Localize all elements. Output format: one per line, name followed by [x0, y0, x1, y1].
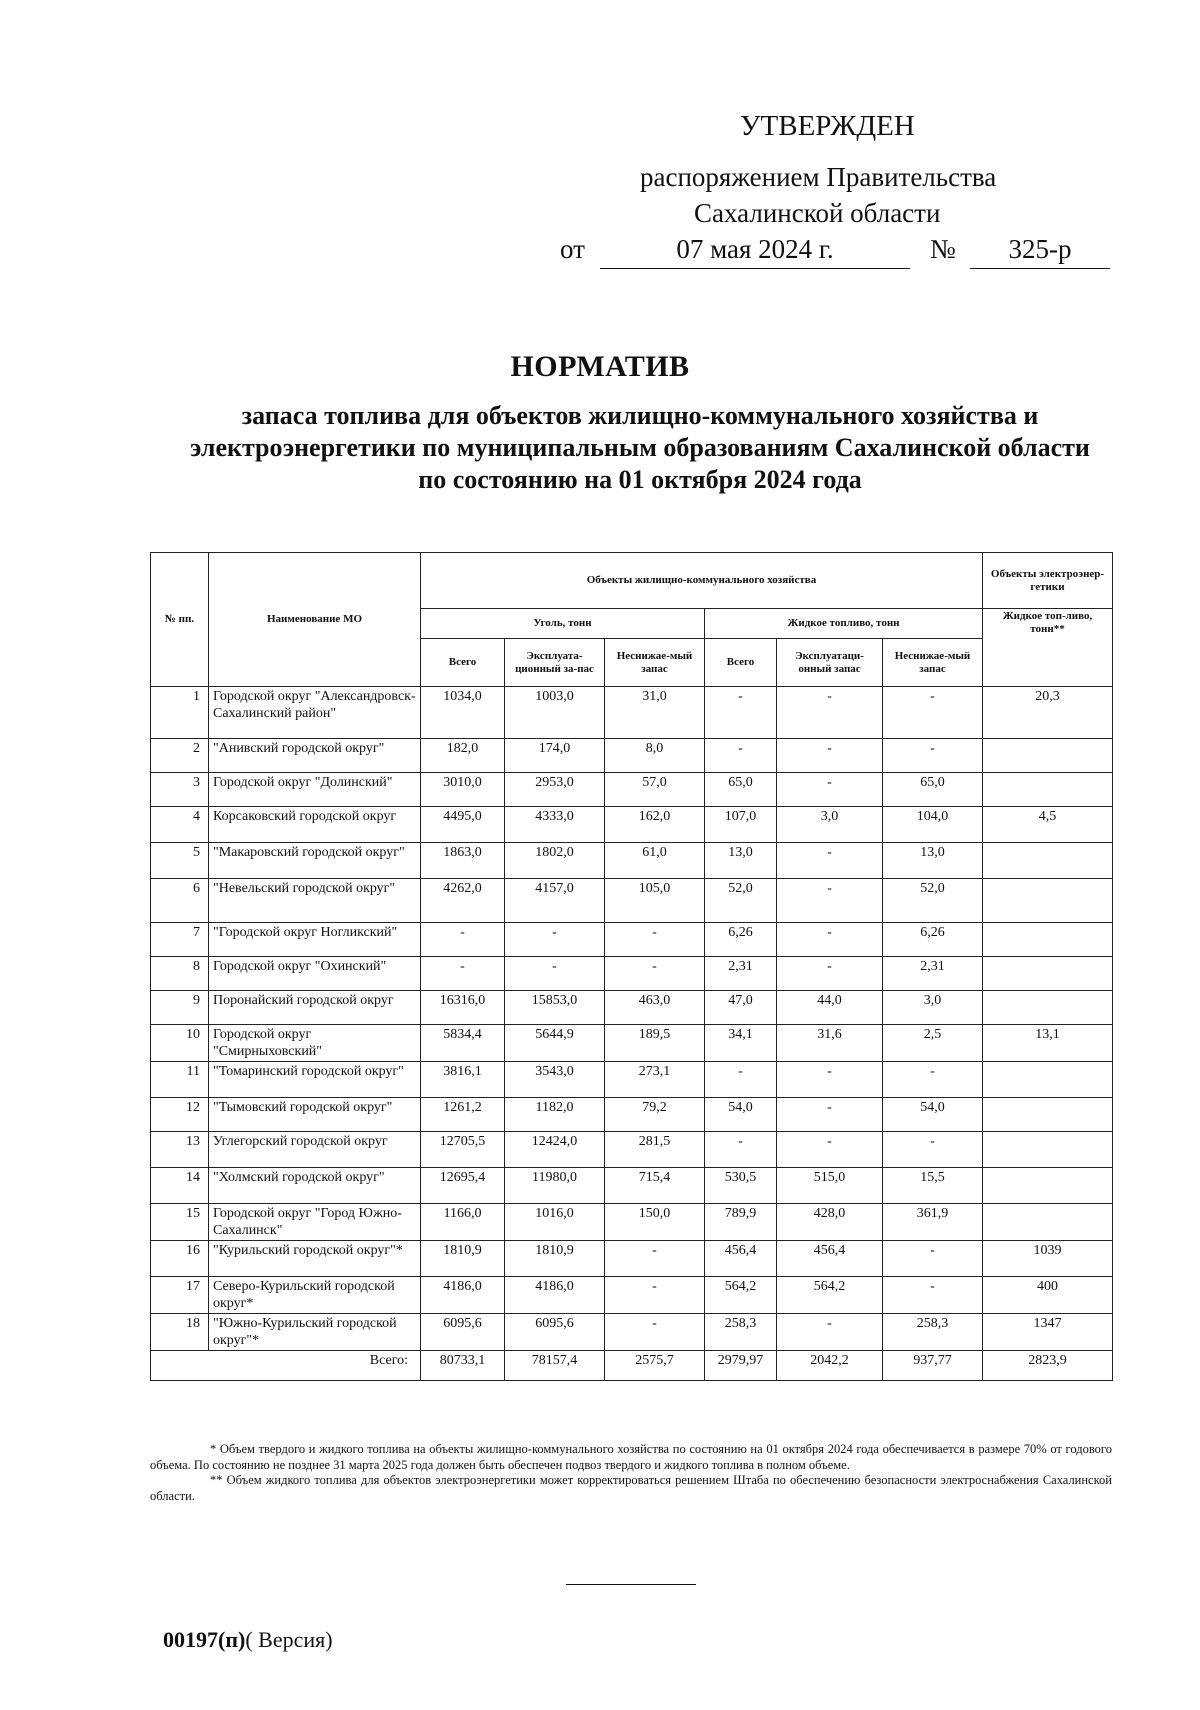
table-row — [151, 773, 1113, 807]
row-number: 9 — [151, 991, 209, 1025]
row-number: 3 — [151, 773, 209, 807]
header-liquid-reserve: Неснижае-мый запас — [883, 639, 983, 687]
row-value-l1: 456,4 — [705, 1241, 777, 1277]
row-value-c1: 1166,0 — [421, 1204, 505, 1241]
row-value-c3: 150,0 — [605, 1204, 705, 1241]
row-municipality-name: Городской округ "Город Южно-Сахалинск" — [209, 1204, 421, 1241]
row-value-l1: - — [705, 1132, 777, 1168]
table-row — [151, 1241, 1113, 1277]
row-number: 14 — [151, 1168, 209, 1204]
row-value-c1: 5834,4 — [421, 1025, 505, 1062]
header-liquid: Жидкое топливо, тонн — [705, 609, 983, 639]
table-row — [151, 923, 1113, 957]
row-value-l2: - — [777, 843, 883, 879]
total-label: Всего: — [151, 1351, 421, 1381]
row-value-c1: 12705,5 — [421, 1132, 505, 1168]
approval-number-label: № — [930, 234, 956, 264]
row-value-c1: 1261,2 — [421, 1098, 505, 1132]
row-municipality-name: "Томаринский городской округ" — [209, 1062, 421, 1098]
header-coal-total: Всего — [421, 639, 505, 687]
table-row — [151, 1277, 1113, 1314]
row-municipality-name: "Анивский городской округ" — [209, 739, 421, 773]
row-value-l3: 3,0 — [883, 991, 983, 1025]
row-number: 2 — [151, 739, 209, 773]
row-value-l3: 2,5 — [883, 1025, 983, 1062]
row-value-e — [983, 879, 1113, 923]
row-municipality-name: "Южно-Курильский городской округ"* — [209, 1314, 421, 1351]
row-value-l3: 13,0 — [883, 843, 983, 879]
header-energy-liquid: Жидкое топ-ливо, тонн** — [983, 609, 1113, 687]
row-value-c3: - — [605, 1277, 705, 1314]
row-value-e — [983, 923, 1113, 957]
approval-title: УТВЕРЖДЕН — [740, 110, 915, 142]
row-value-l2: 515,0 — [777, 1168, 883, 1204]
total-value-c2: 78157,4 — [505, 1351, 605, 1381]
row-value-l3: 54,0 — [883, 1098, 983, 1132]
row-value-c2: 4333,0 — [505, 807, 605, 843]
row-value-c1: 182,0 — [421, 739, 505, 773]
total-value-l1: 2979,97 — [705, 1351, 777, 1381]
row-value-l2: 3,0 — [777, 807, 883, 843]
header-energy: Объекты электроэнер-гетики — [983, 553, 1113, 609]
row-value-e — [983, 1168, 1113, 1204]
row-number: 17 — [151, 1277, 209, 1314]
table-body — [151, 687, 1113, 1381]
row-value-l2: 428,0 — [777, 1204, 883, 1241]
row-value-l1: 65,0 — [705, 773, 777, 807]
row-value-l2: - — [777, 687, 883, 739]
table-row — [151, 1025, 1113, 1062]
table-row — [151, 1132, 1113, 1168]
header-coal: Уголь, тонн — [421, 609, 705, 639]
row-value-c3: 189,5 — [605, 1025, 705, 1062]
row-value-e — [983, 739, 1113, 773]
row-value-c1: 3816,1 — [421, 1062, 505, 1098]
header-liquid-operational: Эксплуатаци-онный запас — [777, 639, 883, 687]
row-value-c2: 1016,0 — [505, 1204, 605, 1241]
document-title: НОРМАТИВ — [510, 350, 690, 383]
approval-line-1: распоряжением Правительства — [640, 162, 997, 192]
row-value-e: 400 — [983, 1277, 1113, 1314]
footnote-1: * Объем твердого и жидкого топлива на объекты жилищно-коммунального хозяйства по состоянию на 01 октября 2024 года обеспечивается в размере 70% от годового объема. По состоянию не позднее 31 марта 2025 года должен быть обеспечен подвоз твердого и жидкого топлива в полном объеме. — [150, 1442, 1112, 1472]
row-value-c2: 174,0 — [505, 739, 605, 773]
row-value-e: 13,1 — [983, 1025, 1113, 1062]
row-value-c1: 6095,6 — [421, 1314, 505, 1351]
row-municipality-name: Городской округ "Охинский" — [209, 957, 421, 991]
row-value-l1: 2,31 — [705, 957, 777, 991]
footnote-2: ** Объем жидкого топлива для объектов электроэнергетики может корректироваться решением Штаба по обеспечению безопасности электроснабжения Сахалинской области. — [150, 1473, 1112, 1503]
row-municipality-name: "Макаровский городской округ" — [209, 843, 421, 879]
row-value-c1: 1810,9 — [421, 1241, 505, 1277]
row-value-c2: 6095,6 — [505, 1314, 605, 1351]
row-municipality-name: "Холмский городской округ" — [209, 1168, 421, 1204]
row-value-c2: 1003,0 — [505, 687, 605, 739]
row-value-l2: - — [777, 879, 883, 923]
row-value-e — [983, 991, 1113, 1025]
row-municipality-name: Углегорский городской округ — [209, 1132, 421, 1168]
row-value-l2: 44,0 — [777, 991, 883, 1025]
table-row — [151, 687, 1113, 739]
row-value-l3: 2,31 — [883, 957, 983, 991]
row-municipality-name: Поронайский городской округ — [209, 991, 421, 1025]
approval-line-2: Сахалинской области — [694, 198, 941, 228]
row-value-l1: 54,0 — [705, 1098, 777, 1132]
table-row — [151, 843, 1113, 879]
fuel-norm-table — [150, 552, 1113, 1381]
header-zkh: Объекты жилищно-коммунального хозяйства — [421, 553, 983, 609]
row-value-l2: - — [777, 1062, 883, 1098]
row-value-c1: 16316,0 — [421, 991, 505, 1025]
row-value-e — [983, 1098, 1113, 1132]
row-municipality-name: Городской округ "Александровск-Сахалинский район" — [209, 687, 421, 739]
row-value-c3: 463,0 — [605, 991, 705, 1025]
row-value-c3: 31,0 — [605, 687, 705, 739]
row-municipality-name: Корсаковский городской округ — [209, 807, 421, 843]
row-number: 5 — [151, 843, 209, 879]
row-value-c3: - — [605, 957, 705, 991]
row-number: 18 — [151, 1314, 209, 1351]
table-row — [151, 1098, 1113, 1132]
row-value-c3: 273,1 — [605, 1062, 705, 1098]
row-value-l3: 52,0 — [883, 879, 983, 923]
approval-date: 07 мая 2024 г. — [600, 234, 910, 269]
row-number: 6 — [151, 879, 209, 923]
row-municipality-name: "Городской округ Ногликский" — [209, 923, 421, 957]
row-value-c2: - — [505, 923, 605, 957]
row-value-c3: 105,0 — [605, 879, 705, 923]
total-value-l3: 937,77 — [883, 1351, 983, 1381]
row-value-c2: - — [505, 957, 605, 991]
header-coal-operational: Эксплуата-ционный за-пас — [505, 639, 605, 687]
row-value-c1: 1034,0 — [421, 687, 505, 739]
row-municipality-name: "Невельский городской округ" — [209, 879, 421, 923]
table-row — [151, 991, 1113, 1025]
row-number: 7 — [151, 923, 209, 957]
row-value-l2: - — [777, 1098, 883, 1132]
header-liquid-total: Всего — [705, 639, 777, 687]
row-value-c2: 4157,0 — [505, 879, 605, 923]
row-value-l3: - — [883, 1132, 983, 1168]
row-value-l1: - — [705, 1062, 777, 1098]
row-number: 11 — [151, 1062, 209, 1098]
row-value-e — [983, 843, 1113, 879]
header-num: № пп. — [151, 553, 209, 687]
row-value-l3: - — [883, 687, 983, 739]
row-value-c3: 715,4 — [605, 1168, 705, 1204]
row-municipality-name: Городской округ "Смирныховский" — [209, 1025, 421, 1062]
row-number: 8 — [151, 957, 209, 991]
table-row — [151, 739, 1113, 773]
row-number: 10 — [151, 1025, 209, 1062]
row-value-e — [983, 773, 1113, 807]
row-value-l3: 258,3 — [883, 1314, 983, 1351]
row-value-c2: 12424,0 — [505, 1132, 605, 1168]
row-value-l2: 564,2 — [777, 1277, 883, 1314]
table-row — [151, 957, 1113, 991]
row-value-l1: 6,26 — [705, 923, 777, 957]
total-value-l2: 2042,2 — [777, 1351, 883, 1381]
row-value-l2: - — [777, 957, 883, 991]
row-value-c3: 8,0 — [605, 739, 705, 773]
row-value-c3: - — [605, 1241, 705, 1277]
row-value-e — [983, 1132, 1113, 1168]
row-value-c1: 1863,0 — [421, 843, 505, 879]
row-value-l2: - — [777, 739, 883, 773]
row-value-c2: 1810,9 — [505, 1241, 605, 1277]
approval-number: 325-р — [970, 234, 1110, 269]
row-value-c1: 4495,0 — [421, 807, 505, 843]
version-text: ( Версия) — [245, 1627, 333, 1652]
total-value-c3: 2575,7 — [605, 1351, 705, 1381]
row-value-l3: 65,0 — [883, 773, 983, 807]
row-value-l1: 564,2 — [705, 1277, 777, 1314]
row-value-e — [983, 1062, 1113, 1098]
row-value-l1: - — [705, 687, 777, 739]
row-value-e — [983, 957, 1113, 991]
row-value-l1: - — [705, 739, 777, 773]
row-value-e: 1039 — [983, 1241, 1113, 1277]
row-value-c3: 61,0 — [605, 843, 705, 879]
row-value-c2: 1182,0 — [505, 1098, 605, 1132]
row-value-c1: 4186,0 — [421, 1277, 505, 1314]
row-value-c2: 15853,0 — [505, 991, 605, 1025]
approval-from-label: от — [560, 234, 585, 264]
footnotes — [150, 1442, 1112, 1504]
row-value-c1: - — [421, 957, 505, 991]
row-number: 12 — [151, 1098, 209, 1132]
row-municipality-name: Городской округ "Долинский" — [209, 773, 421, 807]
row-value-l3: 361,9 — [883, 1204, 983, 1241]
row-value-l3: - — [883, 739, 983, 773]
row-value-l3: - — [883, 1062, 983, 1098]
row-value-l1: 47,0 — [705, 991, 777, 1025]
row-value-c2: 3543,0 — [505, 1062, 605, 1098]
table-row — [151, 879, 1113, 923]
row-value-l1: 258,3 — [705, 1314, 777, 1351]
row-value-c3: - — [605, 923, 705, 957]
row-value-e: 1347 — [983, 1314, 1113, 1351]
row-value-l3: 15,5 — [883, 1168, 983, 1204]
row-municipality-name: "Курильский городской округ"* — [209, 1241, 421, 1277]
row-value-e: 4,5 — [983, 807, 1113, 843]
row-value-c1: 3010,0 — [421, 773, 505, 807]
row-value-l1: 530,5 — [705, 1168, 777, 1204]
row-value-c3: - — [605, 1314, 705, 1351]
row-value-l2: 31,6 — [777, 1025, 883, 1062]
row-value-l3: - — [883, 1241, 983, 1277]
row-value-c2: 4186,0 — [505, 1277, 605, 1314]
row-value-l3: 104,0 — [883, 807, 983, 843]
row-value-e: 20,3 — [983, 687, 1113, 739]
total-value-e: 2823,9 — [983, 1351, 1113, 1381]
row-value-l3: 6,26 — [883, 923, 983, 957]
row-value-c2: 11980,0 — [505, 1168, 605, 1204]
row-value-c1: - — [421, 923, 505, 957]
row-value-c2: 1802,0 — [505, 843, 605, 879]
end-divider — [566, 1584, 696, 1585]
row-municipality-name: Северо-Курильский городской округ* — [209, 1277, 421, 1314]
row-value-l2: - — [777, 1132, 883, 1168]
row-value-l3: - — [883, 1277, 983, 1314]
table-row — [151, 1204, 1113, 1241]
row-value-c2: 5644,9 — [505, 1025, 605, 1062]
row-value-l1: 13,0 — [705, 843, 777, 879]
row-value-l1: 34,1 — [705, 1025, 777, 1062]
table-row — [151, 1168, 1113, 1204]
row-number: 16 — [151, 1241, 209, 1277]
row-value-c3: 79,2 — [605, 1098, 705, 1132]
row-value-l1: 789,9 — [705, 1204, 777, 1241]
row-municipality-name: "Тымовский городской округ" — [209, 1098, 421, 1132]
row-number: 4 — [151, 807, 209, 843]
table-row — [151, 807, 1113, 843]
row-value-l2: - — [777, 1314, 883, 1351]
total-row — [151, 1351, 1113, 1381]
total-value-c1: 80733,1 — [421, 1351, 505, 1381]
version-code: 00197(п) — [163, 1627, 246, 1652]
row-value-c3: 57,0 — [605, 773, 705, 807]
row-number: 15 — [151, 1204, 209, 1241]
row-value-c1: 4262,0 — [421, 879, 505, 923]
table-row — [151, 1062, 1113, 1098]
version-label — [163, 1627, 333, 1653]
document-subtitle: запаса топлива для объектов жилищно-коммунального хозяйства и электроэнергетики по муниципальным образованиям Сахалинской области по состоянию на 01 октября 2024 года — [190, 401, 1090, 494]
row-value-c3: 281,5 — [605, 1132, 705, 1168]
header-coal-reserve: Неснижае-мый запас — [605, 639, 705, 687]
row-value-l2: 456,4 — [777, 1241, 883, 1277]
row-value-l1: 52,0 — [705, 879, 777, 923]
row-value-l1: 107,0 — [705, 807, 777, 843]
row-value-c3: 162,0 — [605, 807, 705, 843]
row-value-l2: - — [777, 923, 883, 957]
table-row — [151, 1314, 1113, 1351]
row-value-c2: 2953,0 — [505, 773, 605, 807]
header-name: Наименование МО — [209, 553, 421, 687]
row-value-c1: 12695,4 — [421, 1168, 505, 1204]
row-value-e — [983, 1204, 1113, 1241]
row-value-l2: - — [777, 773, 883, 807]
row-number: 13 — [151, 1132, 209, 1168]
row-number: 1 — [151, 687, 209, 739]
